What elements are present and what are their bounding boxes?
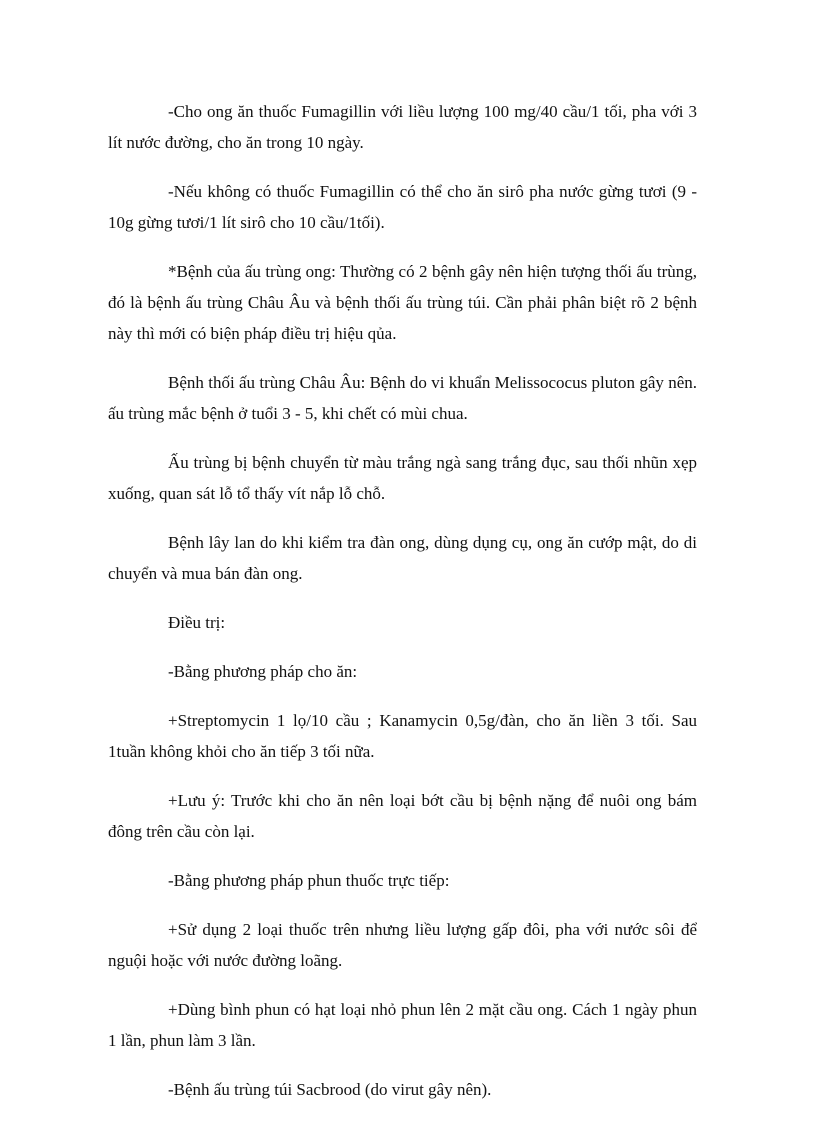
paragraph-antibiotic-dose: +Streptomycin 1 lọ/10 cầu ; Kanamycin 0,5g/đàn, cho ăn liền 3 tối. Sau 1tuần không khỏi cho ăn tiếp 3 tối nữa. [108,711,697,761]
paragraph-spray-schedule: +Dùng bình phun có hạt loại nhỏ phun lên 2 mặt cầu ong. Cách 1 ngày phun 1 lần, phun làm 3 lần. [108,1000,697,1050]
paragraph-european-foulbrood: Bệnh thối ấu trùng Châu Âu: Bệnh do vi khuẩn Melissococus pluton gây nên. ấu trùng mắc bệnh ở tuổi 3 - 5, khi chết có mùi chua. [108,373,697,423]
paragraph-ginger-syrup: -Nếu không có thuốc Fumagillin có thể cho ăn sirô pha nước gừng tươi (9 - 10g gừng tươi/1 lít sirô cho 10 cầu/1tối). [108,182,697,232]
paragraph-spray-dose: +Sử dụng 2 loại thuốc trên nhưng liều lượng gấp đôi, pha với nước sôi để nguội hoặc với nước đường loãng. [108,920,697,970]
paragraph-sacbrood: -Bệnh ấu trùng túi Sacbrood (do virut gây nên). [168,1080,492,1099]
paragraph-treatment-heading: Điều trị: [168,613,226,632]
paragraph-note: +Lưu ý: Trước khi cho ăn nên loại bớt cầu bị bệnh nặng để nuôi ong bám đông trên cầu còn lại. [108,791,697,841]
paragraph-feeding-method: -Bằng phương pháp cho ăn: [168,662,358,681]
paragraph-transmission: Bệnh lây lan do khi kiểm tra đàn ong, dùng dụng cụ, ong ăn cướp mật, do di chuyển và mua bán đàn ong. [108,533,697,583]
paragraph-symptoms: Ấu trùng bị bệnh chuyển từ màu trắng ngà sang trắng đục, sau thối nhũn xẹp xuống, quan sát lỗ tổ thấy vít nắp lỗ chỗ. [108,453,697,503]
document-body [108,96,697,1123]
paragraph-spray-method: -Bằng phương pháp phun thuốc trực tiếp: [168,871,450,890]
paragraph-fumagillin-dose: -Cho ong ăn thuốc Fumagillin với liều lượng 100 mg/40 cầu/1 tối, pha với 3 lít nước đường, cho ăn trong 10 ngày. [108,102,697,152]
paragraph-larva-diseases: *Bệnh của ấu trùng ong: Thường có 2 bệnh gây nên hiện tượng thối ấu trùng, đó là bệnh ấu trùng Châu Âu và bệnh thối ấu trùng túi. Cần phải phân biệt rõ 2 bệnh này thì mới có biện pháp điều trị hiệu qủa. [108,262,697,343]
